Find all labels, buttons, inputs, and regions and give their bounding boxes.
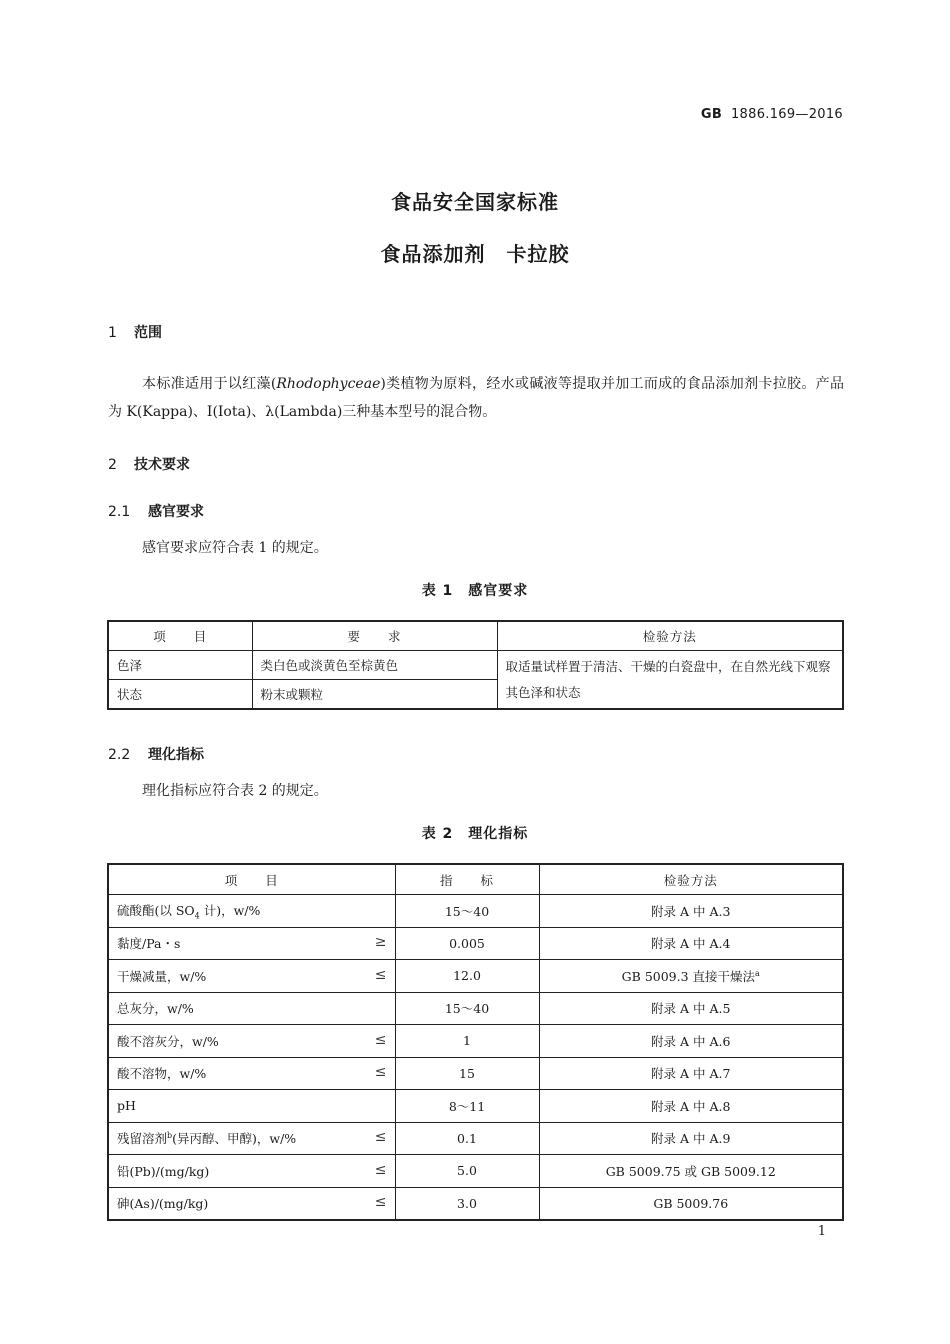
item-cell: 硫酸酯(以 $SO_4$ 计)，w/% (108, 895, 395, 928)
scope-latin-name: Rhodophyceae (276, 376, 381, 392)
item-cell: 铅(Pb)/(mg/kg) ≤ (108, 1155, 395, 1188)
table-row (108, 895, 843, 928)
requirement-cell: 粉末或颗粒 (252, 680, 497, 710)
comparison-symbol: ≥ (374, 934, 387, 951)
comparison-symbol: ≤ (374, 1064, 387, 1081)
method-cell: 附录 A 中 A.3 (539, 895, 843, 928)
item-cell: 色泽 (108, 651, 252, 680)
page-number: 1 (817, 1224, 826, 1239)
table-row (108, 960, 843, 993)
section-number: 2.2 (108, 747, 131, 763)
comparison-symbol: ≤ (374, 1194, 387, 1211)
table-1-caption: 表 1 感官要求 (421, 583, 529, 599)
section-2-1-text: 感官要求应符合表 1 的规定。 (142, 540, 328, 556)
item-cell: 酸不溶灰分，w/% ≤ (108, 1025, 395, 1058)
column-header: 项 目 (108, 621, 252, 651)
section-2-1-heading (108, 501, 204, 521)
section-2-2-text: 理化指标应符合表 2 的规定。 (142, 783, 328, 799)
section-title: 感官要求 (148, 504, 204, 520)
section-2-2-heading (108, 744, 204, 764)
standard-prefix: GB (700, 107, 723, 122)
document-subtitle: 食品添加剂 卡拉胶 (380, 242, 570, 266)
comparison-symbol: ≤ (374, 1031, 387, 1048)
table-2 (107, 863, 844, 1221)
method-cell: GB 5009.76 (539, 1187, 843, 1220)
section-1-heading (108, 322, 162, 342)
value-cell: 12.0 (395, 960, 539, 993)
column-header: 检验方法 (539, 864, 843, 895)
item-cell: 干燥减量，w/% ≤ (108, 960, 395, 993)
table-row (108, 1025, 843, 1058)
item-cell: 总灰分，w/% (108, 992, 395, 1025)
section-number: 2.1 (108, 504, 131, 520)
value-cell: 5.0 (395, 1155, 539, 1188)
table-row (108, 927, 843, 960)
section-1-paragraph (108, 370, 844, 426)
standard-number (701, 107, 843, 122)
column-header: 项 目 (108, 864, 395, 895)
comparison-symbol: ≤ (374, 1161, 387, 1178)
item-cell: 状态 (108, 680, 252, 710)
column-header: 检验方法 (497, 621, 843, 651)
section-title: 技术要求 (134, 457, 190, 473)
scope-text-b: )类植物为原料，经水或碱液等提取并加工而成的食品添加剂卡拉胶。产品为 K(Kappa)、I(Iota)、λ(Lambda)三种基本型号的混合物。 (108, 376, 844, 420)
document-title: 食品安全国家标准 (391, 190, 559, 214)
section-title: 范围 (134, 325, 162, 341)
item-cell: 残留溶剂$^b$(异丙醇、甲醇)，w/% ≤ (108, 1122, 395, 1155)
method-cell: 附录 A 中 A.5 (539, 992, 843, 1025)
column-header: 要 求 (252, 621, 497, 651)
scope-text-a: 本标准适用于以红藻( (142, 376, 277, 392)
method-cell: 取适量试样置于清洁、干燥的白瓷盘中，在自然光线下观察其色泽和状态 (497, 651, 843, 710)
table-row (108, 651, 843, 680)
table-row (108, 1057, 843, 1090)
requirement-cell: 类白色或淡黄色至棕黄色 (252, 651, 497, 680)
method-cell: 附录 A 中 A.4 (539, 927, 843, 960)
table-2-caption: 表 2 理化指标 (421, 826, 529, 842)
footnote-marker: a (755, 968, 760, 978)
item-cell: 黏度/Pa・s ≥ (108, 927, 395, 960)
comparison-symbol: ≤ (374, 966, 387, 983)
value-cell: 1 (395, 1025, 539, 1058)
method-cell: 附录 A 中 A.6 (539, 1025, 843, 1058)
column-header: 指 标 (395, 864, 539, 895)
item-cell: pH (108, 1090, 395, 1123)
item-cell: 砷(As)/(mg/kg) ≤ (108, 1187, 395, 1220)
table-row (108, 1187, 843, 1220)
table-row (108, 992, 843, 1025)
method-cell: GB 5009.3 直接干燥法$^a$ (539, 960, 843, 993)
method-cell: 附录 A 中 A.8 (539, 1090, 843, 1123)
section-title: 理化指标 (148, 747, 204, 763)
section-number: 1 (108, 325, 117, 341)
comparison-symbol: ≤ (374, 1129, 387, 1146)
value-cell: 15～40 (395, 895, 539, 928)
value-cell: 15～40 (395, 992, 539, 1025)
standard-code: 1886.169—2016 (730, 107, 843, 122)
section-2-heading (108, 454, 190, 474)
method-cell: 附录 A 中 A.7 (539, 1057, 843, 1090)
value-cell: 0.005 (395, 927, 539, 960)
value-cell: 8～11 (395, 1090, 539, 1123)
item-cell: 酸不溶物，w/% ≤ (108, 1057, 395, 1090)
table-row (108, 1155, 843, 1188)
value-cell: 3.0 (395, 1187, 539, 1220)
method-cell: GB 5009.75 或 GB 5009.12 (539, 1155, 843, 1188)
value-cell: 15 (395, 1057, 539, 1090)
method-cell: 附录 A 中 A.9 (539, 1122, 843, 1155)
table-row (108, 1122, 843, 1155)
table-header-row (108, 864, 843, 895)
section-number: 2 (108, 457, 117, 473)
table-1 (107, 620, 844, 710)
value-cell: 0.1 (395, 1122, 539, 1155)
table-row (108, 1090, 843, 1123)
table-header-row (108, 621, 843, 651)
footnote-marker: b (167, 1131, 173, 1141)
